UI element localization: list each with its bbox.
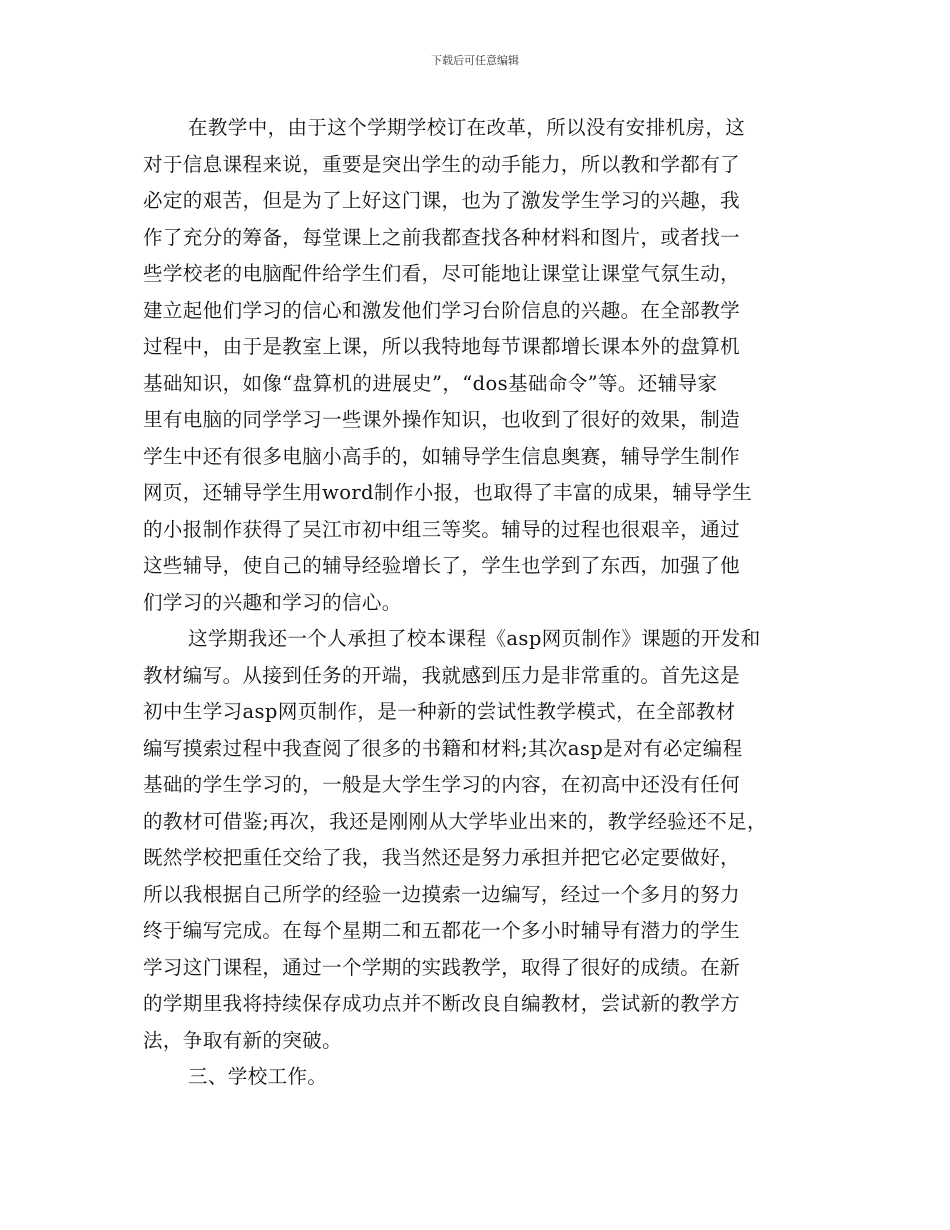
paragraph-line: 些学校老的电脑配件给学生们看，尽可能地让课堂让课堂气氛生动，	[143, 262, 741, 285]
paragraph-line: 的教材可借鉴;再次，我还是刚刚从大学毕业出来的，教学经验还不足，	[143, 809, 767, 833]
section-heading: 三、学校工作。	[188, 1065, 328, 1088]
paragraph-line: 网页，还辅导学生用word制作小报，也取得了丰富的成果，辅导学生	[143, 481, 753, 504]
paragraph-line: 里有电脑的同学学习一些课外操作知识，也收到了很好的效果，制造	[143, 408, 741, 431]
paragraph-line: 过程中，由于是教室上课，所以我特地每节课都增长课本外的盘算机	[143, 335, 741, 358]
paragraph-line: 学生中还有很多电脑小高手的，如辅导学生信息奥赛，辅导学生制作	[143, 444, 741, 468]
paragraph-line: 的小报制作获得了吴江市初中组三等奖。辅导的过程也很艰辛，通过	[143, 517, 741, 541]
paragraph-line: 这些辅导，使自己的辅导经验增长了，学生也学到了东西，加强了他	[143, 554, 741, 577]
paragraph-line: 的学期里我将持续保存成功点并不断改良自编教材，尝试新的教学方	[143, 992, 741, 1015]
page-header: 下载后可任意编辑	[431, 54, 519, 67]
paragraph-line: 们学习的兴趣和学习的信心。	[143, 590, 402, 614]
paragraph-line: 所以我根据自己所学的经验一边摸索一边编写，经过一个多月的努力	[143, 882, 741, 906]
paragraph-line: 既然学校把重任交给了我，我当然还是努力承担并把它必定要做好，	[143, 846, 741, 869]
paragraph-line: 必定的艰苦，但是为了上好这门课，也为了激发学生学习的兴趣，我	[143, 189, 741, 212]
paragraph-line: 作了充分的筹备，每堂课上之前我都查找各种材料和图片，或者找一	[143, 225, 741, 249]
paragraph-line: 初中生学习asp网页制作，是一种新的尝试性教学模式，在全部教材	[143, 700, 736, 723]
paragraph-line: 终于编写完成。在每个星期二和五都花一个多小时辅导有潜力的学生	[143, 919, 741, 942]
paragraph-line: 基础知识，如像“盘算机的进展史”，“dos基础命令”等。还辅导家	[143, 371, 718, 395]
paragraph-line: 在教学中，由于这个学期学校订在改革，所以没有安排机房，这	[188, 116, 746, 139]
document-body	[143, 110, 823, 1096]
paragraph-line: 对于信息课程来说，重要是突出学生的动手能力，所以教和学都有了	[143, 152, 741, 176]
paragraph-line: 建立起他们学习的信心和激发他们学习台阶信息的兴趣。在全部教学	[143, 298, 741, 322]
paragraph-line: 法，争取有新的突破。	[143, 1028, 343, 1052]
paragraph-line: 教材编写。从接到任务的开端，我就感到压力是非常重的。首先这是	[143, 663, 741, 687]
paragraph-line: 这学期我还一个人承担了校本课程《asp网页制作》课题的开发和	[188, 627, 761, 650]
paragraph-line: 学习这门课程，通过一个学期的实践教学，取得了很好的成绩。在新	[143, 955, 741, 979]
paragraph-line: 基础的学生学习的，一般是大学生学习的内容，在初高中还没有任何	[143, 773, 741, 796]
paragraph-line: 编写摸索过程中我查阅了很多的书籍和材料;其次asp是对有必定编程	[143, 736, 743, 760]
